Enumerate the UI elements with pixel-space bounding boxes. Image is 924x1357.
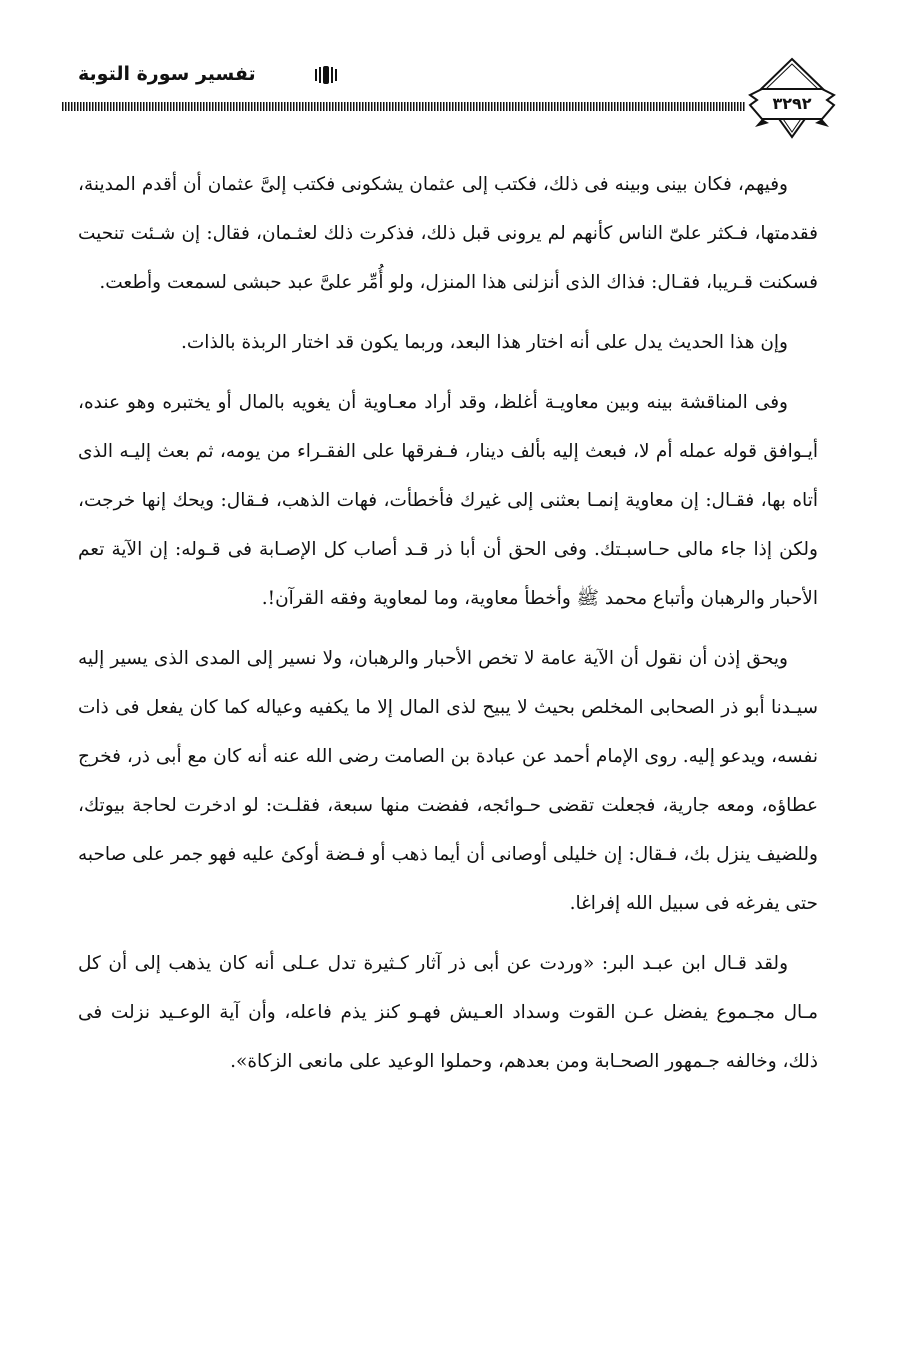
paragraph: ولقد قـال ابن عبـد البر: «وردت عن أبى ذر آثار كـثيرة تدل عـلى أنه كان يذهب إلى أن كل مـال مجـموع يفضل عـن القوت وسداد العـيش فهـو كنز يذم فاعله، وأن آية الوعـيد نزلت فى ذلك، وخالفه جـمهور الصحـابة ومن بعدهم، وحملوا الوعيد على مانعى الزكاة». [78,953,818,1072]
header-divider [62,102,746,111]
paragraph: وفى المناقشة بينه وبين معاويـة أغلظ، وقد أراد معـاوية أن يغويه بالمال أو يختبره وهو عنده، أيـوافق قوله عمله أم لا، فبعث إليه بألف دينار، فـفرقها على الفقـراء من يومه، ثم بعث إليـه الذى أتاه بها، فقـال: إن معاوية إنمـا بعثنى إلى غيرك فأخطأت، فهات الذهب، فـقال: ويحك إنها خرجت، ولكن إذا جاء مالى حـاسبـتك. وفى الحق أن أبا ذر قـد أصاب كل الإصـابة فى قـوله: إن الآية تعم الأحبار والرهبان وأتباع محمد ﷺ وأخطأ معاوية، وما لمعاوية وفقه القرآن!. [78,392,818,609]
body-text [78,160,818,1097]
page-number-badge [747,57,837,139]
page-header [60,55,835,140]
running-title: تفسير سورة التوبة [78,63,256,85]
page-number: ٣٢٩٢ [772,94,812,113]
paragraph: وإن هذا الحديث يدل على أنه اختار هذا البعد، وربما يكون قد اختار الربذة بالذات. [181,332,788,353]
paragraph: وفيهم، فكان بينى وبينه فى ذلك، فكتب إلى عثمان يشكونى فكتب إلىَّ عثمان أن أقدم المدينة، فقدمتها، فـكثر علىّ الناس كأنهم لم يرونى قبل ذلك، فذكرت ذلك لعثـمان، فقال: إن شـئت تنحيت فسكنت قـريبا، فقـال: فذاك الذى أنزلنى هذا المنزل، ولو أُمِّر علىَّ عبد حبشى لسمعت وأطعت. [78,174,818,293]
ornament-icon [315,66,337,88]
paragraph: ويحق إذن أن نقول أن الآية عامة لا تخص الأحبار والرهبان، ولا نسير إلى المدى الذى يسير إليه سيـدنا أبو ذر الصحابى المخلص بحيث لا يبيح لذى المال إلا ما يكفيه وعياله كما كان يفعل فى ذات نفسه، ويدعو إليه. روى الإمام أحمد عن عبادة بن الصامت رضى الله عنه أنه كان مع أبى ذر، فخرج عطاؤه، ومعه جارية، فجعلت تقضى حـوائجه، ففضت منها سبعة، فقلـت: لو ادخرت لحاجة بيوتك، وللضيف ينزل بك، فـقال: إن خليلى أوصانى أن أيما ذهب أو فـضة أوكئ عليه فهو جمر على صاحبه حتى يفرغه فى سبيل الله إفراغا. [78,648,818,914]
